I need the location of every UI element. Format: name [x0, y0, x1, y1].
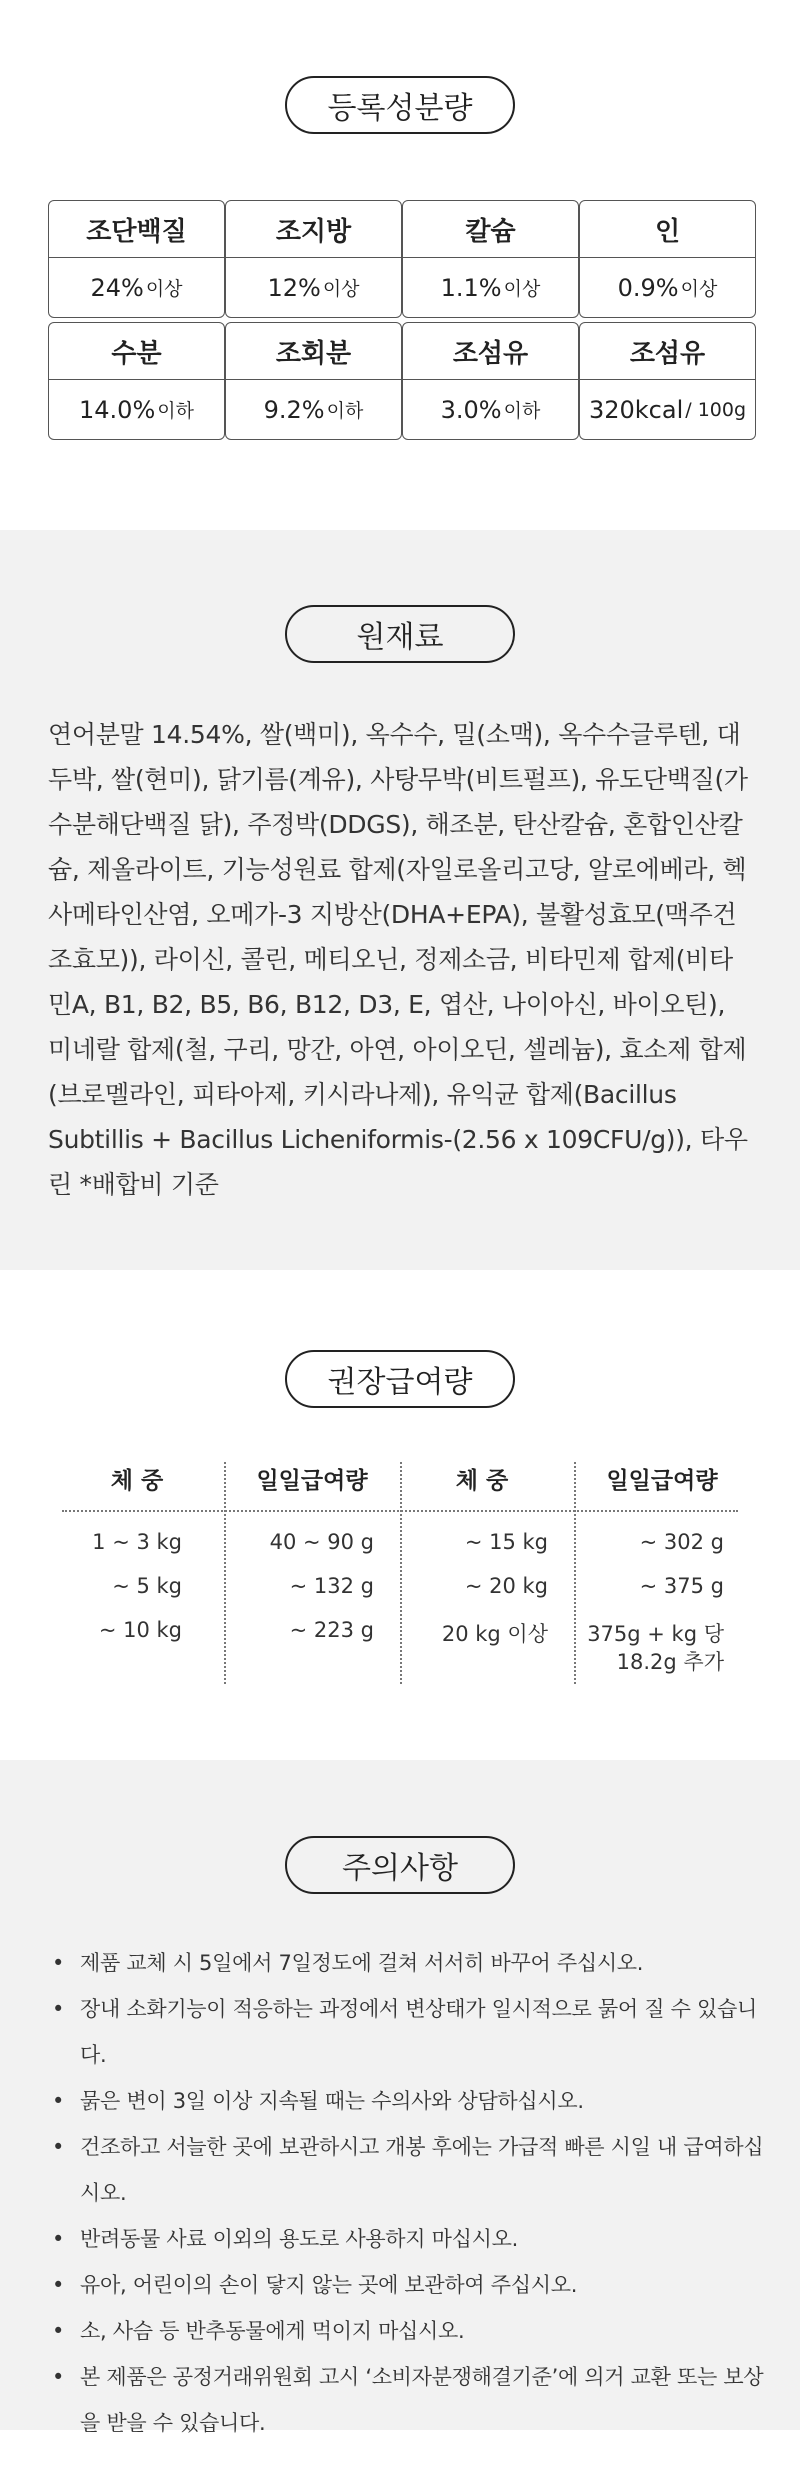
- nutrients-section: [0, 0, 800, 510]
- bullet-icon: •: [52, 2365, 65, 2389]
- feeding-header: 일일급여량: [256, 1468, 368, 1494]
- nutrient-value: [580, 380, 755, 439]
- feeding-weight: ~ 10 kg: [98, 1618, 182, 1642]
- caution-item: [48, 2216, 768, 2262]
- nutrient-cell: [579, 322, 756, 440]
- nutrient-amount: 12%: [267, 273, 321, 302]
- feeding-column-divider: [224, 1462, 226, 1684]
- caution-item: [48, 2078, 768, 2124]
- bullet-icon: •: [52, 2319, 65, 2343]
- nutrient-name: 조지방: [226, 201, 401, 258]
- nutrient-name: 조회분: [226, 323, 401, 380]
- nutrient-name: 인: [580, 201, 755, 258]
- nutrient-unit: 이하: [326, 400, 364, 422]
- nutrient-unit: / 100g: [685, 398, 747, 421]
- feeding-title: 권장급여량: [285, 1350, 515, 1408]
- feeding-column-divider: [574, 1462, 576, 1684]
- nutrient-unit: 이상: [503, 278, 541, 300]
- nutrient-amount: 320kcal: [588, 395, 684, 424]
- cautions-list: [48, 1940, 768, 2446]
- caution-text: 본 제품은 공정거래위원회 고시 ‘소비자분쟁해결기준’에 의거 교환 또는 보상을 받을 수 있습니다.: [80, 2365, 764, 2435]
- feeding-amount: ~ 132 g: [289, 1574, 374, 1598]
- feeding-header: 체 중: [110, 1468, 164, 1494]
- nutrient-amount: 9.2%: [263, 395, 325, 424]
- caution-item: [48, 2124, 768, 2216]
- caution-text: 소, 사슴 등 반추동물에게 먹이지 마십시오.: [80, 2319, 465, 2343]
- nutrient-name: 조단백질: [49, 201, 224, 258]
- ingredients-text: 연어분말 14.54%, 쌀(백미), 옥수수, 밀(소맥), 옥수수글루텐, 대두박, 쌀(현미), 닭기름(계유), 사탕무박(비트펄프), 유도단백질(가수분해단백질 닭), 주정박(DDGS), 해조분, 탄산칼슘, 혼합인산칼슘, 제올라이트, 기능성원료 합제(자일로올리고당, 알로에베라, 헥사메타인산염, 오메가-3 지방산(DHA+EPA), 불활성효모(맥주건조효모)), 라이신, 콜린, 메티오닌, 정제소금, 비타민제 합제(비타민A, B1, B2, B5, B6, B12, D3, E, 엽산, 나이아신, 바이오틴), 미네랄 합제(철, 구리, 망간, 아연, 아이오딘, 셀레늄), 효소제 합제(브로멜라인, 피타아제, 키시라나제), 유익균 합제(Bacillus Subtillis + Bacillus Licheniformis-(2.56 x 109CFU/g)), 타우린 *배합비 기준: [48, 720, 748, 1199]
- nutrient-unit: 이상: [322, 278, 360, 300]
- caution-text: 제품 교체 시 5일에서 7일정도에 걸쳐 서서히 바꾸어 주십시오.: [80, 1951, 644, 1975]
- caution-item: [48, 2262, 768, 2308]
- bullet-icon: •: [52, 2135, 65, 2159]
- caution-text: 묽은 변이 3일 이상 지속될 때는 수의사와 상담하십시오.: [80, 2089, 584, 2113]
- bullet-icon: •: [52, 2089, 65, 2113]
- nutrient-amount: 0.9%: [617, 273, 679, 302]
- nutrient-amount: 14.0%: [79, 395, 156, 424]
- nutrient-value: [49, 380, 224, 439]
- feeding-weight: 1 ~ 3 kg: [92, 1530, 182, 1554]
- nutrient-name: 조섬유: [403, 323, 578, 380]
- nutrient-amount: 24%: [90, 273, 144, 302]
- nutrient-cell: [402, 200, 579, 318]
- bullet-icon: •: [52, 2227, 65, 2251]
- nutrient-amount: 1.1%: [440, 273, 502, 302]
- caution-text: 반려동물 사료 이외의 용도로 사용하지 마십시오.: [80, 2227, 518, 2251]
- feeding-column-divider: [400, 1462, 402, 1684]
- nutrient-value: [580, 258, 755, 317]
- nutrients-title: 등록성분량: [285, 76, 515, 134]
- nutrients-grid: [48, 200, 756, 440]
- feeding-header: 체 중: [455, 1468, 509, 1494]
- nutrient-value: [226, 258, 401, 317]
- caution-text: 건조하고 서늘한 곳에 보관하시고 개봉 후에는 가급적 빠른 시일 내 급여하십시오.: [80, 2135, 764, 2205]
- bullet-icon: •: [52, 1997, 65, 2021]
- feeding-weight: ~ 5 kg: [112, 1574, 182, 1598]
- feeding-amount: 40 ~ 90 g: [269, 1530, 374, 1554]
- bullet-icon: •: [52, 2273, 65, 2297]
- nutrient-cell: [579, 200, 756, 318]
- nutrient-cell: [48, 322, 225, 440]
- feeding-header: 일일급여량: [606, 1468, 718, 1494]
- caution-text: 장내 소화기능이 적응하는 과정에서 변상태가 일시적으로 묽어 질 수 있습니다.: [80, 1997, 757, 2067]
- feeding-amount: ~ 375 g: [639, 1574, 724, 1598]
- nutrient-name: 수분: [49, 323, 224, 380]
- nutrient-name: 조섬유: [580, 323, 755, 380]
- caution-item: [48, 2308, 768, 2354]
- bullet-icon: •: [52, 1951, 65, 1975]
- nutrient-value: [403, 258, 578, 317]
- nutrient-amount: 3.0%: [440, 395, 502, 424]
- nutrient-value: [403, 380, 578, 439]
- nutrient-unit: 이상: [145, 278, 183, 300]
- nutrient-cell: [48, 200, 225, 318]
- caution-item: [48, 1986, 768, 2078]
- caution-text: 유아, 어린이의 손이 닿지 않는 곳에 보관하여 주십시오.: [80, 2273, 578, 2297]
- cautions-title: 주의사항: [285, 1836, 515, 1894]
- caution-item: [48, 2354, 768, 2446]
- nutrient-cell: [402, 322, 579, 440]
- nutrient-name: 칼슘: [403, 201, 578, 258]
- feeding-amount: ~ 223 g: [289, 1618, 374, 1642]
- nutrient-cell: [225, 322, 402, 440]
- ingredients-title: 원재료: [285, 605, 515, 663]
- feeding-amount: 375g + kg 당: [587, 1622, 724, 1646]
- nutrient-unit: 이하: [157, 400, 194, 422]
- feeding-weight: ~ 20 kg: [464, 1574, 548, 1598]
- feeding-weight: ~ 15 kg: [464, 1530, 548, 1554]
- nutrient-unit: 이하: [503, 400, 541, 422]
- nutrient-value: [49, 258, 224, 317]
- caution-item: [48, 1940, 768, 1986]
- nutrient-value: [226, 380, 401, 439]
- nutrient-cell: [225, 200, 402, 318]
- feeding-amount: ~ 302 g: [639, 1530, 724, 1554]
- feeding-weight: 20 kg 이상: [441, 1622, 548, 1646]
- feeding-amount-extra: 18.2g 추가: [616, 1650, 724, 1674]
- nutrient-unit: 이상: [680, 278, 718, 300]
